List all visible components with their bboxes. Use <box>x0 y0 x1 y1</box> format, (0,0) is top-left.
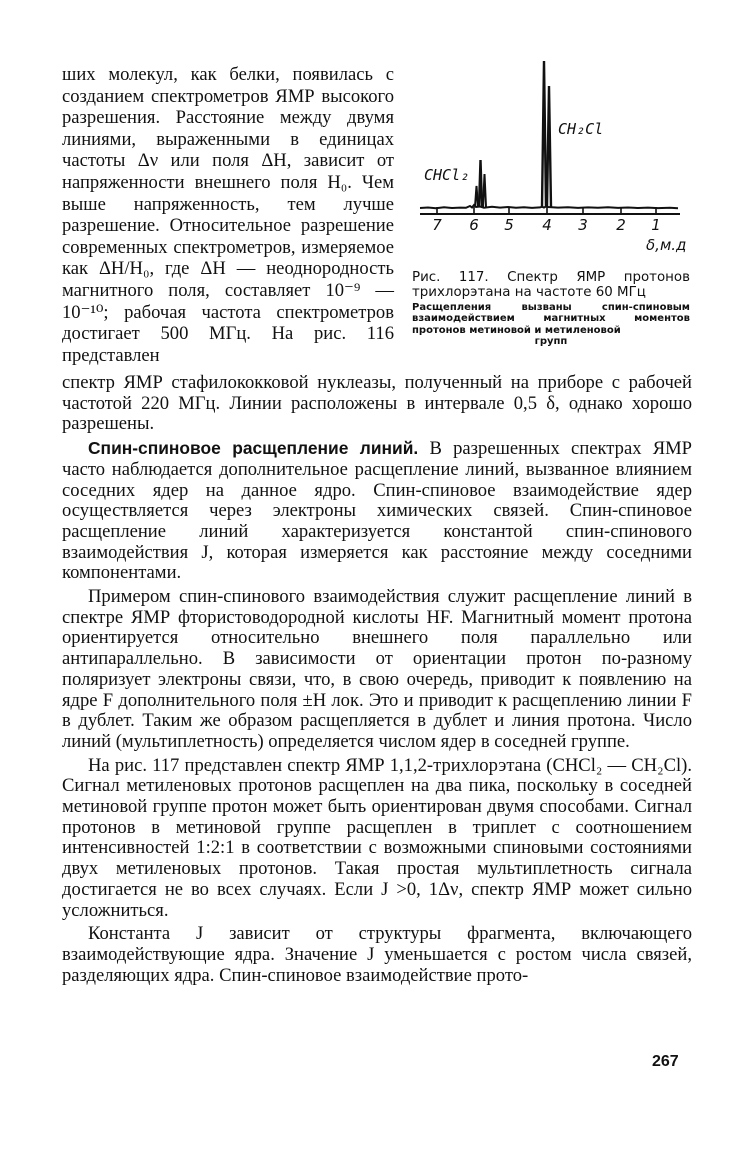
figure-caption <box>412 270 690 347</box>
chcl2-peak-2 <box>479 160 482 207</box>
full-width-text <box>62 373 692 989</box>
paragraph-4: Константа J зависит от структуры фрагмента, включающего взаимодействующие ядра. Значение J уменьшается с ростом числа связей, разделяющих ядра. Спин-спиновое взаимодействие прото- <box>62 923 692 986</box>
axis-unit-label: δ,м.д <box>646 236 687 254</box>
tick-label-3: 3 <box>578 216 588 234</box>
ch2cl-peak-1 <box>542 61 546 207</box>
paragraph-1 <box>62 438 692 584</box>
chcl2-label: CHCl₂ <box>424 166 470 184</box>
caption-note: Расщепления вызваны спин-спиновым взаимодействием магнитных моментов протонов метиновой и метиленовой <box>412 302 690 336</box>
caption-title: Рис. 117. Спектр ЯМР протонов трихлорэтана на частоте 60 МГц <box>412 270 690 300</box>
chcl2-peak-3 <box>483 174 486 207</box>
tick-label-5: 5 <box>504 216 514 234</box>
caption-note-tail: групп <box>534 336 568 348</box>
spectrum-plot <box>408 56 692 266</box>
chcl2-peak-1 <box>475 186 478 207</box>
paragraph-1-body: В разрешенных спектрах ЯМР часто наблюдается дополнительное расщепление линий, вызванное влиянием соседних ядер на данное ядро. Спин-спиновое взаимодействие ядер осуществляется через электроны химических связей. Спин-спиновое расщепление линий характеризуется константой спин-спинового взаимодействия J, которая измеряется как расстояние между соседними компонентами. <box>62 438 693 584</box>
ch2cl-label: CH₂Cl <box>558 120 604 138</box>
tick-label-6: 6 <box>469 216 479 234</box>
tick-label-7: 7 <box>432 216 442 234</box>
page-number: 267 <box>652 1053 679 1070</box>
section-heading: Спин-спиновое расщепление линий. <box>88 438 419 459</box>
ch2cl-peak-2 <box>547 86 551 207</box>
tick-label-4: 4 <box>542 216 552 234</box>
left-column-text <box>62 64 394 366</box>
paragraph-0: спектр ЯМР стафилококковой нуклеазы, полученный на приборе с рабочей частотой 220 МГц. Линии расположены в интервале 0,5 δ, однако хорошо разрешены. <box>62 372 692 435</box>
paragraph-continued: ших молекул, как белки, появилась с созданием спектрометров ЯМР высокого разрешения. Расстояние между двумя линиями, выраженными в единицах частоты Δν или поля ΔH, зависит от напряженности внешнего поля H₀. Чем выше напряженность, тем лучше разрешение. Относительное разрешение современных спектрометров, измеряемое как ΔH/H₀, где ΔH — неоднородность магнитного поля, составляет 10⁻⁹ — 10⁻¹⁰; рабочая частота спектрометров достигает 500 МГц. На рис. 116 представлен <box>62 64 394 366</box>
tick-label-1: 1 <box>651 216 661 234</box>
tick-label-2: 2 <box>616 216 626 234</box>
spectrum-baseline <box>420 205 678 208</box>
paragraph-3: На рис. 117 представлен спектр ЯМР 1,1,2-трихлорэтана (CHCl₂ — CH₂Cl). Сигнал метиленовых протонов расщеплен на два пика, поскольку в соседней метиновой группе протон может быть ориентирован двумя способами. Сигнал протонов в метиновой группе расщеплен в триплет с соотношением интенсивностей 1:2:1 в соответствии с возможными спиновыми состояниями двух метиленовых протонов. Такая простая мультиплетность сигнала достигается не во всех случаях. Если J >0, 1Δν, спектр ЯМР может сильно усложниться. <box>62 754 692 921</box>
paragraph-2: Примером спин-спинового взаимодействия служит расщепление линий в спектре ЯМР фтористоводородной кислоты HF. Магнитный момент протона ориентируется относительно внешнего поля параллельно или антипараллельно. В зависимости от ориентации протон по-разному поляризует электроны связи, что, в свою очередь, приводит к появлению на ядре F дополнительного поля ±H лок. Это и приводит к расщеплению линии F в дублет. Таким же образом расщепляется в дублет и линия протона. Число линий (мультиплетность) определяется числом ядер в соседней группе. <box>62 586 692 752</box>
